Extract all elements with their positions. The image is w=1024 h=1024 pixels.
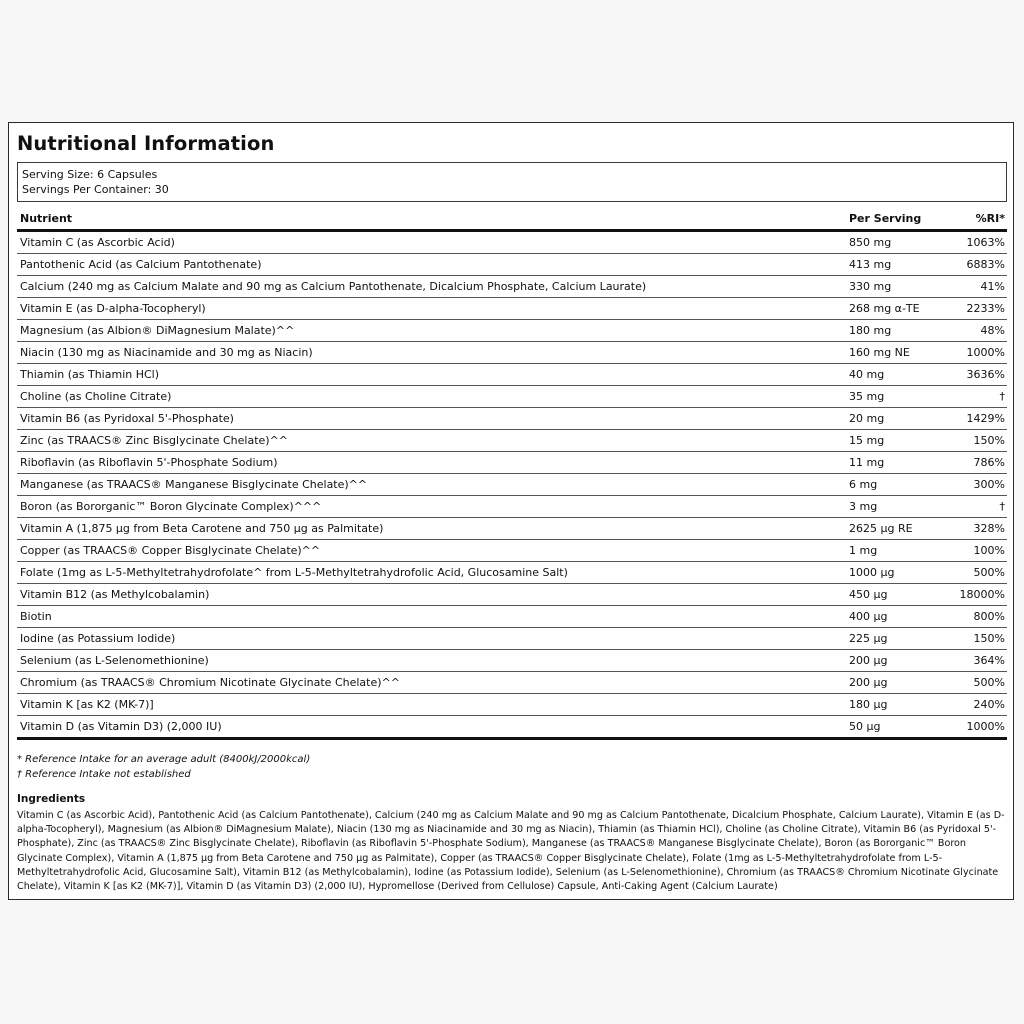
nutrient-name-cell: Boron (as Bororganic™ Boron Glycinate Complex)^^^	[17, 496, 846, 518]
per-serving-cell: 330 mg	[846, 276, 951, 298]
header-per-serving: Per Serving	[846, 207, 951, 231]
table-row	[17, 231, 1007, 254]
per-serving-cell: 850 mg	[846, 231, 951, 254]
per-serving-cell: 180 mg	[846, 320, 951, 342]
table-row	[17, 540, 1007, 562]
nutrient-name-cell: Vitamin A (1,875 µg from Beta Carotene and 750 µg as Palmitate)	[17, 518, 846, 540]
ri-cell: 2233%	[951, 298, 1007, 320]
nutrient-name-cell: Choline (as Choline Citrate)	[17, 386, 846, 408]
ri-cell: 150%	[951, 628, 1007, 650]
nutrient-name-cell: Vitamin K [as K2 (MK-7)]	[17, 694, 846, 716]
serving-size: Serving Size: 6 Capsules	[22, 168, 158, 181]
footnote-reference-intake: * Reference Intake for an average adult (8400kJ/2000kcal)	[17, 754, 311, 765]
nutrition-panel	[8, 122, 1014, 900]
header-ri: %RI*	[951, 207, 1007, 231]
table-row	[17, 606, 1007, 628]
ri-cell: 100%	[951, 540, 1007, 562]
table-row	[17, 584, 1007, 606]
ri-cell: 300%	[951, 474, 1007, 496]
per-serving-cell: 450 µg	[846, 584, 951, 606]
page-title: Nutritional Information	[17, 132, 275, 155]
nutrient-name-cell: Pantothenic Acid (as Calcium Pantothenate)	[17, 254, 846, 276]
table-row	[17, 518, 1007, 540]
ri-cell: 364%	[951, 650, 1007, 672]
ri-cell: 500%	[951, 562, 1007, 584]
nutrient-name-cell: Selenium (as L-Selenomethionine)	[17, 650, 846, 672]
table-row	[17, 430, 1007, 452]
nutrient-name-cell: Thiamin (as Thiamin HCl)	[17, 364, 846, 386]
per-serving-cell: 200 µg	[846, 650, 951, 672]
table-row	[17, 474, 1007, 496]
per-serving-cell: 225 µg	[846, 628, 951, 650]
per-serving-cell: 6 mg	[846, 474, 951, 496]
nutrient-name-cell: Vitamin E (as D-alpha-Tocopheryl)	[17, 298, 846, 320]
nutrient-name-cell: Magnesium (as Albion® DiMagnesium Malate)^^	[17, 320, 846, 342]
per-serving-cell: 50 µg	[846, 716, 951, 739]
table-row	[17, 320, 1007, 342]
ri-cell: 41%	[951, 276, 1007, 298]
ri-cell: †	[951, 386, 1007, 408]
per-serving-cell: 15 mg	[846, 430, 951, 452]
nutrient-name-cell: Copper (as TRAACS® Copper Bisglycinate Chelate)^^	[17, 540, 846, 562]
nutrient-name-cell: Zinc (as TRAACS® Zinc Bisglycinate Chelate)^^	[17, 430, 846, 452]
nutrient-name-cell: Folate (1mg as L-5-Methyltetrahydrofolate^ from L-5-Methyltetrahydrofolic Acid, Glucosamine Salt)	[17, 562, 846, 584]
table-row	[17, 496, 1007, 518]
table-row	[17, 716, 1007, 739]
table-row	[17, 364, 1007, 386]
table-row	[17, 342, 1007, 364]
nutrient-name-cell: Niacin (130 mg as Niacinamide and 30 mg as Niacin)	[17, 342, 846, 364]
ri-cell: 240%	[951, 694, 1007, 716]
footnotes	[17, 753, 310, 782]
ri-cell: 786%	[951, 452, 1007, 474]
nutrient-name-cell: Chromium (as TRAACS® Chromium Nicotinate Glycinate Chelate)^^	[17, 672, 846, 694]
table-row	[17, 628, 1007, 650]
nutrient-name-cell: Riboflavin (as Riboflavin 5'-Phosphate Sodium)	[17, 452, 846, 474]
per-serving-cell: 40 mg	[846, 364, 951, 386]
ri-cell: 1429%	[951, 408, 1007, 430]
nutrient-name-cell: Biotin	[17, 606, 846, 628]
ri-cell: 6883%	[951, 254, 1007, 276]
table-row	[17, 694, 1007, 716]
ri-cell: 328%	[951, 518, 1007, 540]
ri-cell: 1000%	[951, 716, 1007, 739]
table-row	[17, 276, 1007, 298]
servings-per-container: Servings Per Container: 30	[22, 183, 169, 196]
per-serving-cell: 1 mg	[846, 540, 951, 562]
header-nutrient: Nutrient	[17, 207, 846, 231]
ri-cell: 800%	[951, 606, 1007, 628]
table-row	[17, 254, 1007, 276]
per-serving-cell: 200 µg	[846, 672, 951, 694]
per-serving-cell: 3 mg	[846, 496, 951, 518]
per-serving-cell: 2625 µg RE	[846, 518, 951, 540]
ri-cell: 3636%	[951, 364, 1007, 386]
table-row	[17, 408, 1007, 430]
ri-cell: 1000%	[951, 342, 1007, 364]
per-serving-cell: 268 mg α-TE	[846, 298, 951, 320]
nutrient-name-cell: Vitamin B12 (as Methylcobalamin)	[17, 584, 846, 606]
nutrient-name-cell: Calcium (240 mg as Calcium Malate and 90 mg as Calcium Pantothenate, Dicalcium Phosphate, Calcium Laurate)	[17, 276, 846, 298]
serving-info-box	[17, 162, 1007, 202]
nutrition-table	[17, 207, 1007, 740]
ri-cell: 500%	[951, 672, 1007, 694]
per-serving-cell: 400 µg	[846, 606, 951, 628]
nutrient-name-cell: Vitamin C (as Ascorbic Acid)	[17, 231, 846, 254]
table-header-row	[17, 207, 1007, 231]
table-row	[17, 562, 1007, 584]
nutrient-name-cell: Vitamin B6 (as Pyridoxal 5'-Phosphate)	[17, 408, 846, 430]
table-row	[17, 298, 1007, 320]
per-serving-cell: 160 mg NE	[846, 342, 951, 364]
per-serving-cell: 180 µg	[846, 694, 951, 716]
ri-cell: †	[951, 496, 1007, 518]
per-serving-cell: 20 mg	[846, 408, 951, 430]
table-row	[17, 672, 1007, 694]
nutrient-rows	[17, 231, 1007, 739]
per-serving-cell: 413 mg	[846, 254, 951, 276]
nutrient-name-cell: Vitamin D (as Vitamin D3) (2,000 IU)	[17, 716, 846, 739]
per-serving-cell: 11 mg	[846, 452, 951, 474]
ingredients-heading: Ingredients	[17, 793, 86, 805]
per-serving-cell: 1000 µg	[846, 562, 951, 584]
per-serving-cell: 35 mg	[846, 386, 951, 408]
ri-cell: 150%	[951, 430, 1007, 452]
ri-cell: 1063%	[951, 231, 1007, 254]
ri-cell: 48%	[951, 320, 1007, 342]
footnote-not-established: † Reference Intake not established	[17, 768, 191, 780]
table-row	[17, 452, 1007, 474]
ingredients-text: Vitamin C (as Ascorbic Acid), Pantothenic Acid (as Calcium Pantothenate), Calcium (240 mg as Calcium Malate and 90 mg as Calcium Pantothenate, Dicalcium Phosphate, Calcium Laurate), Vitamin E (as D-alpha-Tocopheryl), Magnesium (as Albion® DiMagnesium Malate), Niacin (130 mg as Niacinamide and 30 mg as Niacin), Thiamin (as Thiamin HCl), Choline (as Choline Citrate), Vitamin B6 (as Pyridoxal 5'-Phosphate), Zinc (as TRAACS® Zinc Bisglycinate Chelate), Riboflavin (as Riboflavin 5'-Phosphate Sodium), Manganese (as TRAACS® Manganese Bisglycinate Chelate), Boron (as Bororganic™ Boron Glycinate Complex), Vitamin A (1,875 µg from Beta Carotene and 750 µg as Palmitate), Copper (as TRAACS® Copper Bisglycinate Chelate), Folate (1mg as L-5-Methyltetrahydrofolate from L-5-Methyltetrahydrofolic Acid, Glucosamine Salt), Vitamin B12 (as Methylcobalamin), Iodine (as Potassium Iodide), Selenium (as L-Selenomethionine), Chromium (as TRAACS® Chromium Nicotinate Glycinate Chelate), Vitamin K [as K2 (MK-7)], Vitamin D (as Vitamin D3) (2,000 IU), Hypromellose (Derived from Cellulose) Capsule, Anti-Caking Agent (Calcium Laurate)	[17, 810, 1005, 893]
table-row	[17, 650, 1007, 672]
nutrient-name-cell: Iodine (as Potassium Iodide)	[17, 628, 846, 650]
table-row	[17, 386, 1007, 408]
ri-cell: 18000%	[951, 584, 1007, 606]
nutrient-name-cell: Manganese (as TRAACS® Manganese Bisglycinate Chelate)^^	[17, 474, 846, 496]
